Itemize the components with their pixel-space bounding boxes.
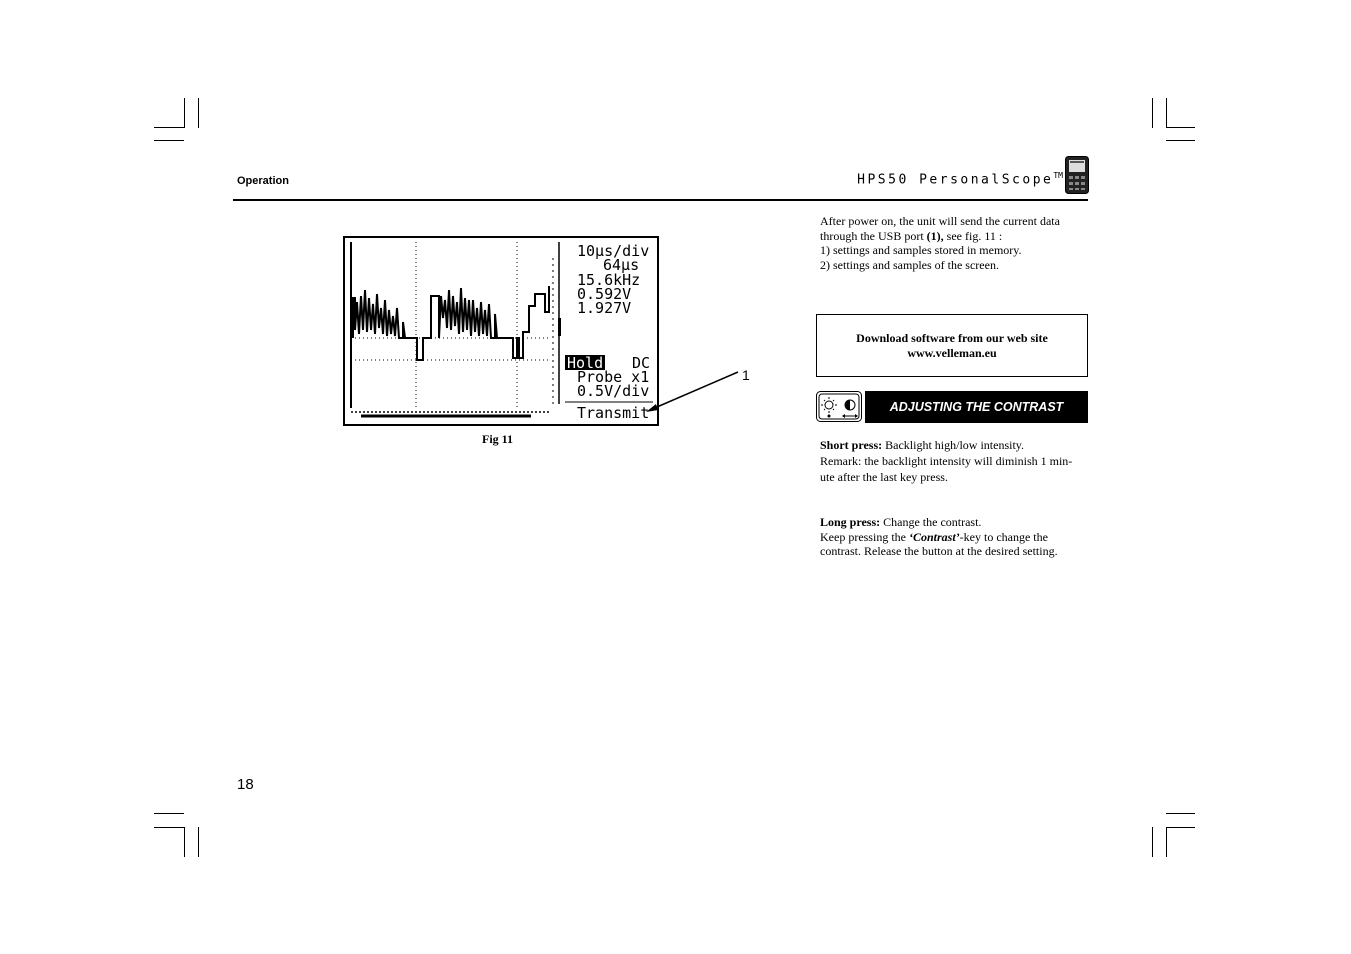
intro-line-2: through the USB port (1), see fig. 11 : [820,228,1003,243]
contrast-button-icon [816,391,862,422]
callout-number: 1 [742,367,750,383]
crop-mark-bottom-right-v [1152,827,1153,857]
readout-frequency: 15.6kHz [577,271,641,289]
crop-mark-bottom-left-v [184,827,185,857]
intro-line-1: After power on, the unit will send the current data [820,214,1060,228]
readout-probe: Probe x1 [577,368,650,386]
crop-mark-top-right-v2 [1166,98,1167,128]
readout-coupling: DC [632,354,651,372]
scope-screen-figure [343,236,659,426]
readout-hold: Hold [567,354,604,372]
readout-voltage2: 1.927V [577,299,632,317]
product-name: HPS50 PersonalScope [857,172,1054,188]
crop-mark-top-left-h [154,127,184,128]
short-press-remark-2: ute after the last key press. [820,470,948,484]
scope-device-icon [1065,156,1089,194]
figure-caption: Fig 11 [482,432,514,446]
readout-voltage1: 0.592V [577,285,632,303]
intro-paragraph [820,214,1060,272]
crop-mark-top-left-v [184,98,185,128]
readout-volts-div: 0.5V/div [577,382,650,400]
long-press-line-3: contrast. Release the button at the desired setting. [820,544,1058,558]
callout-arrow [640,368,740,418]
crop-mark-bottom-right-h2 [1166,827,1195,828]
crop-mark-top-left-v2 [198,98,199,128]
crop-mark-top-right-h2 [1166,140,1195,141]
short-press-remark-1: Remark: the backlight intensity will diminish 1 min- [820,454,1073,468]
short-press-line: Short press: Backlight high/low intensity. [820,438,1025,452]
scope-screen-graphic [345,238,657,424]
crop-mark-bottom-left-v2 [198,827,199,857]
download-url: www.velleman.eu [907,346,997,360]
long-press-paragraph [820,515,1058,559]
contrast-section-title: ADJUSTING THE CONTRAST [865,391,1088,423]
crop-mark-top-left-h2 [154,140,184,141]
crop-mark-bottom-right-v2 [1166,827,1167,857]
crop-mark-bottom-right-h [1166,813,1195,814]
intro-line-4: 2) settings and samples of the screen. [820,257,999,272]
download-line-1: Download software from our web site [856,331,1048,345]
trademark-mark: TM [1053,171,1063,180]
readout-delta-t: 64µs [603,256,640,274]
crop-mark-bottom-left-h2 [154,827,184,828]
section-label: Operation [237,175,289,187]
short-press-paragraph [820,437,1072,485]
crop-mark-bottom-left-h [154,813,184,814]
readout-transmit: Transmit [577,404,650,422]
long-press-line-2: Keep pressing the ‘Contrast’-key to change the [820,529,1048,544]
intro-line-3: 1) settings and samples stored in memory. [820,243,1022,257]
readout-timebase: 10µs/div [577,242,650,260]
product-title [857,171,1063,187]
crop-mark-top-right-h [1166,127,1195,128]
crop-mark-top-right-v [1152,98,1153,128]
long-press-line: Long press: Change the contrast. [820,515,982,529]
download-box [816,314,1088,377]
header-rule [233,199,1088,201]
page-number: 18 [237,776,254,793]
